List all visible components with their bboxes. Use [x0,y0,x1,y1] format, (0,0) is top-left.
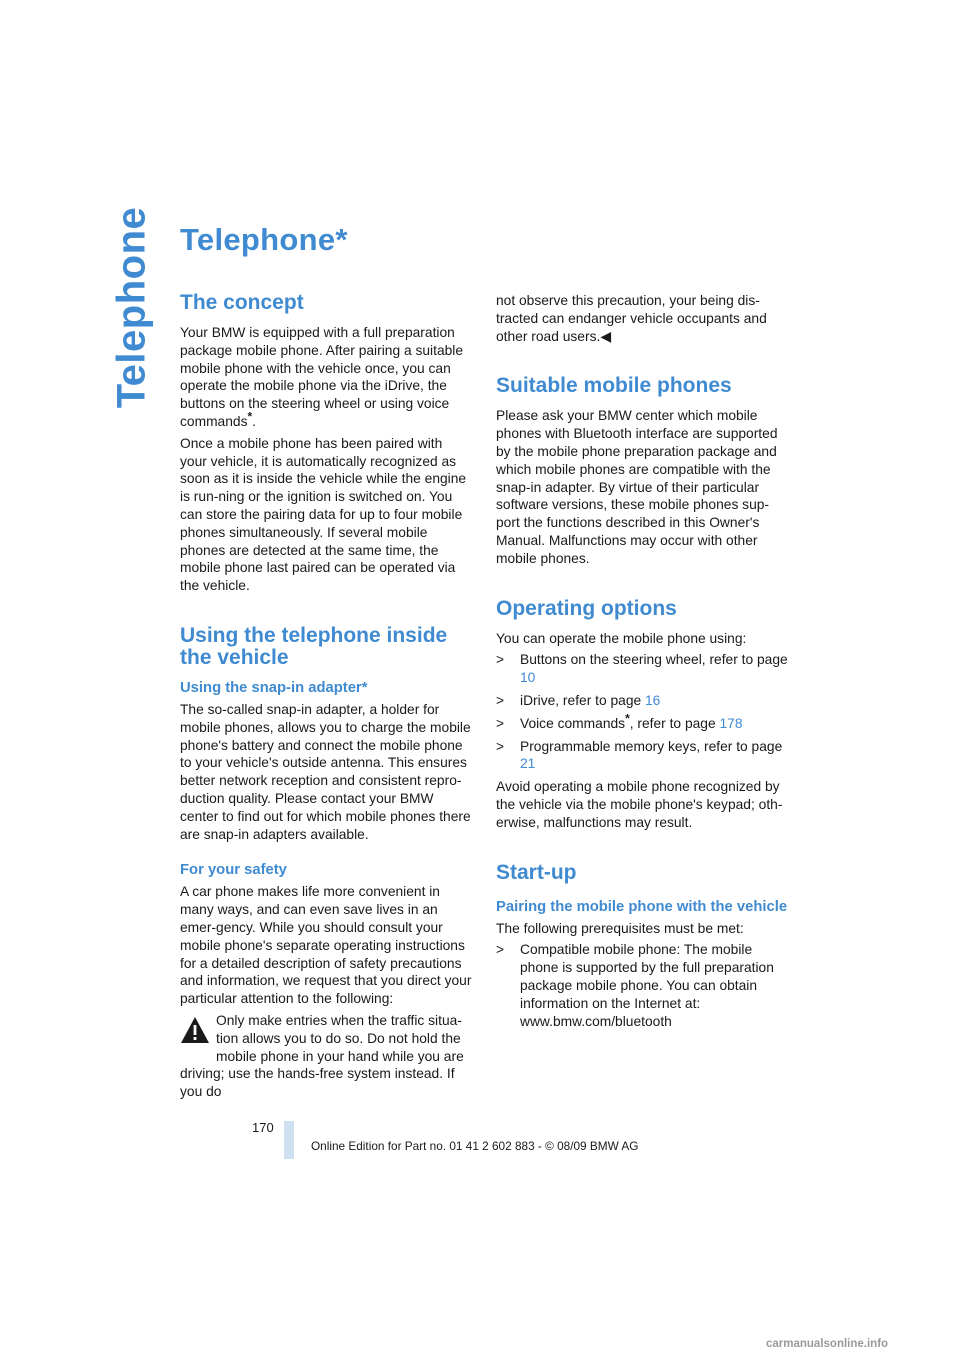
left-column [180,292,472,1101]
option-asterisk: * [247,409,253,424]
snap-in-paragraph: The so-called snap-in adapter, a holder for mobile phones, allows you to charge the mobile phone's battery and connect the mobile phone to your vehicle's outside antenna. This ensures better network reception and consistent repro-duction quality. Please contact your BMW center to find out for which mobile phones there are snap-in adapters available. [180,701,471,842]
concept-p1-text: Your BMW is equipped with a full preparation package mobile phone. After pairing a suitable mobile phone with the vehicle once, you can operate the mobile phone via the iDrive, the buttons on the steering wheel or using voice commands [180,325,464,429]
option-text: Programmable memory keys, refer to page [520,738,783,754]
operating-options-list [496,651,788,773]
right-column [496,292,788,1035]
warning-note [180,1012,472,1101]
heading-pairing: Pairing the mobile phone with the vehicle [496,898,788,915]
page-number: 170 [252,1120,274,1135]
concept-p1-end: . [252,413,256,429]
bullet-marker: > [496,692,505,708]
end-mark-icon: ◀ [600,328,611,344]
heading-suitable-mobile-phones: Suitable mobile phones [496,374,732,398]
list-item-text [520,738,788,774]
page-link[interactable]: 10 [520,670,536,686]
concept-paragraph-2: Once a mobile phone has been paired with your vehicle, it is automatically recognized as soon as it is inside the vehicle while the engine is run-ning or the ignition is switched on. You can store the pairing data for up to four mobile phones simultaneously. If several mobile phones are detected at the same time, the mobile phone last paired can be operated via the vehicle. [180,435,467,594]
heading-using-telephone: Using the telephone inside the vehicle [180,623,448,669]
option-text: Voice commands [520,715,626,731]
heading-for-your-safety: For your safety [180,862,287,879]
section-side-tab [109,206,154,408]
warning-continued [496,292,788,345]
bullet-marker: > [496,715,505,731]
page-title: Telephone* [180,222,348,257]
list-item [496,692,788,710]
list-item [496,711,788,733]
options-intro: You can operate the mobile phone using: [496,630,747,646]
bullet-marker: > [496,942,505,958]
page-link[interactable]: 178 [719,715,743,731]
heading-operating-options: Operating options [496,596,677,620]
concept-paragraph-1 [180,324,472,431]
list-item [496,651,788,687]
option-asterisk: * [625,711,630,726]
list-item [496,738,788,774]
suitable-paragraph: Please ask your BMW center which mobile phones with Bluetooth interface are supported by the mobile phone preparation package and which mobile phones are compatible with the snap-in adapter. By virtue of their particular software versions, these mobile phones sup-port the functions described in this Owner's Manual. Malfunctions may occur with other mobile phones. [496,408,778,566]
option-text-cont: , refer to page [629,715,720,731]
safety-paragraph: A car phone makes life more convenient in many ways, and can even save lives in an emer-gency. While you should consult your mobile phone's separate operating instructions for a detailed description of safety precautions and information, we request that you direct your particular attention to the following: [180,884,472,1007]
warning-continued-text: not observe this precaution, your being dis-tracted can endanger vehicle occupants and other road users. [496,293,767,344]
page-link[interactable]: 16 [645,692,661,708]
bullet-marker: > [496,738,505,754]
list-item [496,941,788,1030]
watermark: carmanualsonline.info [766,1338,889,1350]
options-note: Avoid operating a mobile phone recognized by the vehicle via the mobile phone's keypad; oth-erwise, malfunctions may result. [496,779,783,830]
list-item-text [520,651,788,687]
heading-snap-in-adapter: Using the snap-in adapter* [180,679,368,696]
list-item-text [520,692,660,710]
page-link[interactable]: 21 [520,756,536,772]
footer-bar [284,1121,294,1159]
option-text: iDrive, refer to page [520,692,645,708]
bullet-marker: > [496,652,505,668]
list-item-text [520,711,743,733]
heading-start-up: Start-up [496,860,577,884]
warning-text: Only make entries when the traffic situa-tion allows you to do so. Do not hold the mobile phone in your hand while you are driving; use the hands-free system instead. If you do [180,1012,464,1100]
prerequisites-list [496,941,788,1030]
footer-edition: Online Edition for Part no. 01 41 2 602 883 - © 08/09 BMW AG [311,1139,639,1153]
option-text: Buttons on the steering wheel, refer to page [520,652,788,668]
section-side-tab-label: Telephone [109,206,154,408]
warning-triangle-icon [180,1016,210,1044]
prerequisite-text: Compatible mobile phone: The mobile phone is supported by the full preparation package mobile phone. You can obtain information on the Internet at: www.bmw.com/bluetooth [520,942,774,1029]
heading-the-concept: The concept [180,291,304,314]
pairing-intro: The following prerequisites must be met: [496,920,744,936]
